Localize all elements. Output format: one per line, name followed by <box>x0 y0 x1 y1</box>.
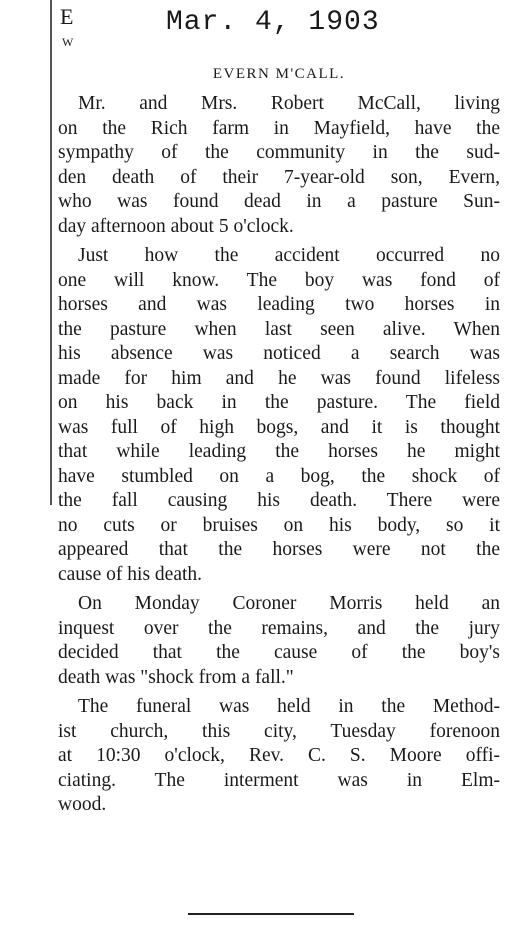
article-paragraph <box>58 244 500 587</box>
article-line: the fall causing his death. There were <box>58 490 500 511</box>
article-line: decided that the cause of the boy's <box>58 642 500 663</box>
article-line: who was found dead in a pasture Sun- <box>58 191 500 212</box>
article-headline: EVERN M'CALL. <box>212 66 346 82</box>
article-line: Just how the accident occurred no <box>78 245 500 266</box>
article-line: horses and was leading two horses in <box>58 294 500 315</box>
article-line: no cuts or bruises on his body, so it <box>58 514 500 536</box>
article-line: the pasture when last seen alive. When <box>58 318 500 340</box>
article-line: den death of their 7-year-old son, Evern, <box>58 166 500 188</box>
article-line: inquest over the remains, and the jury <box>58 617 500 639</box>
article-line: at 10:30 o'clock, Rev. C. S. Moore offi- <box>58 745 500 766</box>
clipping-date: Mar. 4, 1903 <box>166 7 380 38</box>
article-line: On Monday Coroner Morris held an <box>78 593 500 614</box>
article-line: cause of his death. <box>58 563 203 585</box>
adjacent-column-fragment: W <box>62 35 74 49</box>
article-paragraph <box>58 92 500 239</box>
end-rule <box>188 913 354 915</box>
article-line: that while leading the horses he might <box>58 441 500 462</box>
adjacent-column-fragment: E <box>60 4 74 29</box>
article-line: wood. <box>58 794 107 815</box>
article-line: day afternoon about 5 o'clock. <box>58 215 294 237</box>
article-paragraph <box>58 695 500 818</box>
article-line: The funeral was held in the Method- <box>78 696 500 717</box>
article-line: his absence was noticed a search was <box>58 343 500 364</box>
article-line: have stumbled on a bog, the shock of <box>58 465 500 487</box>
article-line: ist church, this city, Tuesday forenoon <box>58 720 500 742</box>
article-line: on the Rich farm in Mayfield, have the <box>58 117 500 139</box>
article-line: sympathy of the community in the sud- <box>58 142 500 163</box>
article-line: death was "shock from a fall." <box>58 666 294 688</box>
article-line: ciating. The interment was in Elm- <box>58 769 500 791</box>
article-line: one will know. The boy was fond of <box>58 269 500 291</box>
article-line: Mr. and Mrs. Robert McCall, living <box>78 93 500 114</box>
article-line: on his back in the pasture. The field <box>58 392 500 413</box>
article-line: was full of high bogs, and it is thought <box>58 416 500 438</box>
article-paragraph <box>58 592 500 690</box>
article-body <box>58 92 500 823</box>
article-line: appeared that the horses were not the <box>58 539 500 560</box>
article-line: made for him and he was found lifeless <box>58 367 500 389</box>
